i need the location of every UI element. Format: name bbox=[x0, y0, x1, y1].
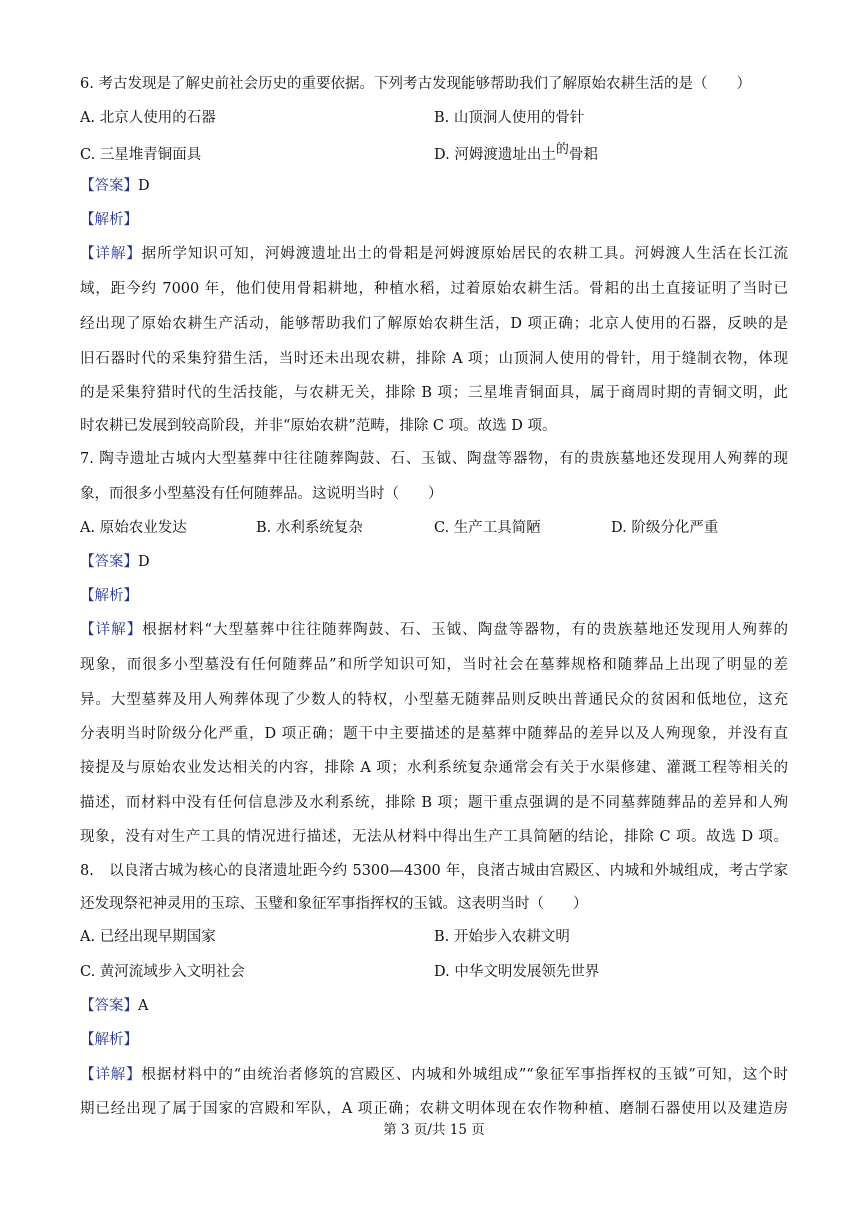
detail-tag: 【详解】 bbox=[80, 1067, 142, 1083]
q7-detail-line-1: 【详解】根据材料“大型墓葬中往往随葬陶鼓、石、玉钺、陶盘等器物，有的贵族墓地还发现用人殉葬的 bbox=[80, 622, 788, 638]
detail-tag: 【详解】 bbox=[80, 622, 143, 638]
q7-option-a: A. 原始农业发达 bbox=[80, 520, 187, 536]
q6-option-d-text-2: 骨耜 bbox=[568, 147, 598, 163]
q7-option-c: C. 生产工具简陋 bbox=[434, 520, 541, 536]
answer-value: D bbox=[138, 554, 150, 570]
page-footer: 第 3 页/共 15 页 bbox=[383, 1122, 485, 1138]
answer-tag: 【答案】 bbox=[80, 178, 138, 194]
q7-option-d: D. 阶级分化严重 bbox=[611, 520, 719, 536]
q6-option-d-text-1: D. 河姆渡遗址出土 bbox=[434, 147, 556, 163]
q6-stem: 6. 考古发现是了解史前社会历史的重要依据。下列考古发现能够帮助我们了解原始农耕生活的是（ ） bbox=[80, 76, 751, 92]
q8-option-b: B. 开始步入农耕文明 bbox=[434, 929, 570, 945]
q6-analysis-tag: 【解析】 bbox=[80, 212, 138, 228]
answer-tag: 【答案】 bbox=[80, 998, 138, 1014]
q7-detail-line-2: 现象，而很多小型墓没有任何随葬品”和所学知识可知，当时社会在墓葬规格和随葬品上出现了明显的差 bbox=[80, 657, 788, 673]
q6-detail-line-4: 旧石器时代的采集狩猎生活，当时还未出现农耕，排除 A 项；山顶洞人使用的骨针，用于缝制衣物，体现 bbox=[80, 351, 788, 367]
q8-answer bbox=[80, 996, 148, 1016]
q7-analysis-tag: 【解析】 bbox=[80, 588, 138, 604]
q8-option-a: A. 已经出现早期国家 bbox=[80, 929, 216, 945]
q6-option-c: C. 三星堆青铜面具 bbox=[80, 147, 202, 163]
q7-detail-line-3: 异。大型墓葬及用人殉葬体现了少数人的特权，小型墓无随葬品则反映出普通民众的贫困和低地位，这充 bbox=[80, 692, 788, 708]
q7-answer bbox=[80, 552, 150, 572]
q6-option-a: A. 北京人使用的石器 bbox=[80, 110, 216, 126]
q6-option-b: B. 山顶洞人使用的骨针 bbox=[434, 110, 585, 126]
q6-answer bbox=[80, 176, 150, 196]
q6-option-d bbox=[434, 142, 598, 166]
q8-detail-line-2: 期已经出现了属于国家的宫殿和军队，A 项正确；农耕文明体现在农作物种植、磨制石器使用以及建造房 bbox=[80, 1101, 788, 1117]
q8-stem-line-2: 还发现祭祀神灵用的玉琮、玉璧和象征军事指挥权的玉钺。这表明当时（ ） bbox=[80, 896, 588, 912]
q8-analysis-tag: 【解析】 bbox=[80, 1032, 138, 1048]
q6-detail-line-3: 经出现了原始农耕生产活动，能够帮助我们了解原始农耕生活，D 项正确；北京人使用的石器，反映的是 bbox=[80, 316, 788, 332]
q6-detail-line-6: 时农耕已发展到较高阶段，并非“原始农耕”范畴，排除 C 项。故选 D 项。 bbox=[80, 418, 557, 434]
q8-option-d: D. 中华文明发展领先世界 bbox=[434, 964, 600, 980]
answer-value: D bbox=[138, 178, 150, 194]
answer-tag: 【答案】 bbox=[80, 554, 138, 570]
q6-option-d-sup: 的 bbox=[555, 142, 569, 157]
q7-detail-line-4: 分表明当时阶级分化严重，D 项正确；题干中主要描述的是墓葬中随葬品的差异以及人殉现象，并没有直 bbox=[80, 726, 788, 742]
q8-detail-line-1: 【详解】根据材料中的“由统治者修筑的宫殿区、内城和外城组成”“象征军事指挥权的玉钺”可知，这个时 bbox=[80, 1067, 788, 1083]
q8-option-c: C. 黄河流域步入文明社会 bbox=[80, 964, 245, 980]
q6-detail-line-5: 的是采集狩猎时代的生活技能，与农耕无关，排除 B 项；三星堆青铜面具，属于商周时期的青铜文明，此 bbox=[80, 385, 788, 401]
q7-stem-line-2: 象，而很多小型墓没有任何随葬品。这说明当时（ ） bbox=[80, 486, 443, 502]
q8-stem-line-1: 8. 以良渚古城为核心的良渚遗址距今约 5300—4300 年，良渚古城由宫殿区、内城和外城组成，考古学家 bbox=[80, 863, 788, 879]
q7-detail-line-5: 接提及与原始农业发达相关的内容，排除 A 项；水利系统复杂通常会有关于水渠修建、灌溉工程等相关的 bbox=[80, 760, 788, 776]
q7-detail-line-7: 现象，没有对生产工具的情况进行描述，无法从材料中得出生产工具简陋的结论，排除 C 项。故选 D 项。 bbox=[80, 829, 788, 845]
q6-detail-line-1: 【详解】据所学知识可知，河姆渡遗址出土的骨耜是河姆渡原始居民的农耕工具。河姆渡人生活在长江流 bbox=[80, 246, 789, 262]
q7-detail-line-6: 描述，而材料中没有任何信息涉及水利系统，排除 B 项；题干重点强调的是不同墓葬随葬品的差异和人殉 bbox=[80, 795, 788, 811]
answer-value: A bbox=[138, 998, 149, 1014]
detail-tag: 【详解】 bbox=[80, 246, 142, 262]
q7-stem-line-1: 7. 陶寺遗址古城内大型墓葬中往往随葬陶鼓、石、玉钺、陶盘等器物，有的贵族墓地还发现用人殉葬的现 bbox=[80, 451, 788, 467]
q7-option-b: B. 水利系统复杂 bbox=[256, 520, 363, 536]
q6-detail-line-2: 域，距今约 7000 年，他们使用骨耜耕地，种植水稻，过着原始农耕生活。骨耜的出土直接证明了当时已 bbox=[80, 281, 788, 297]
